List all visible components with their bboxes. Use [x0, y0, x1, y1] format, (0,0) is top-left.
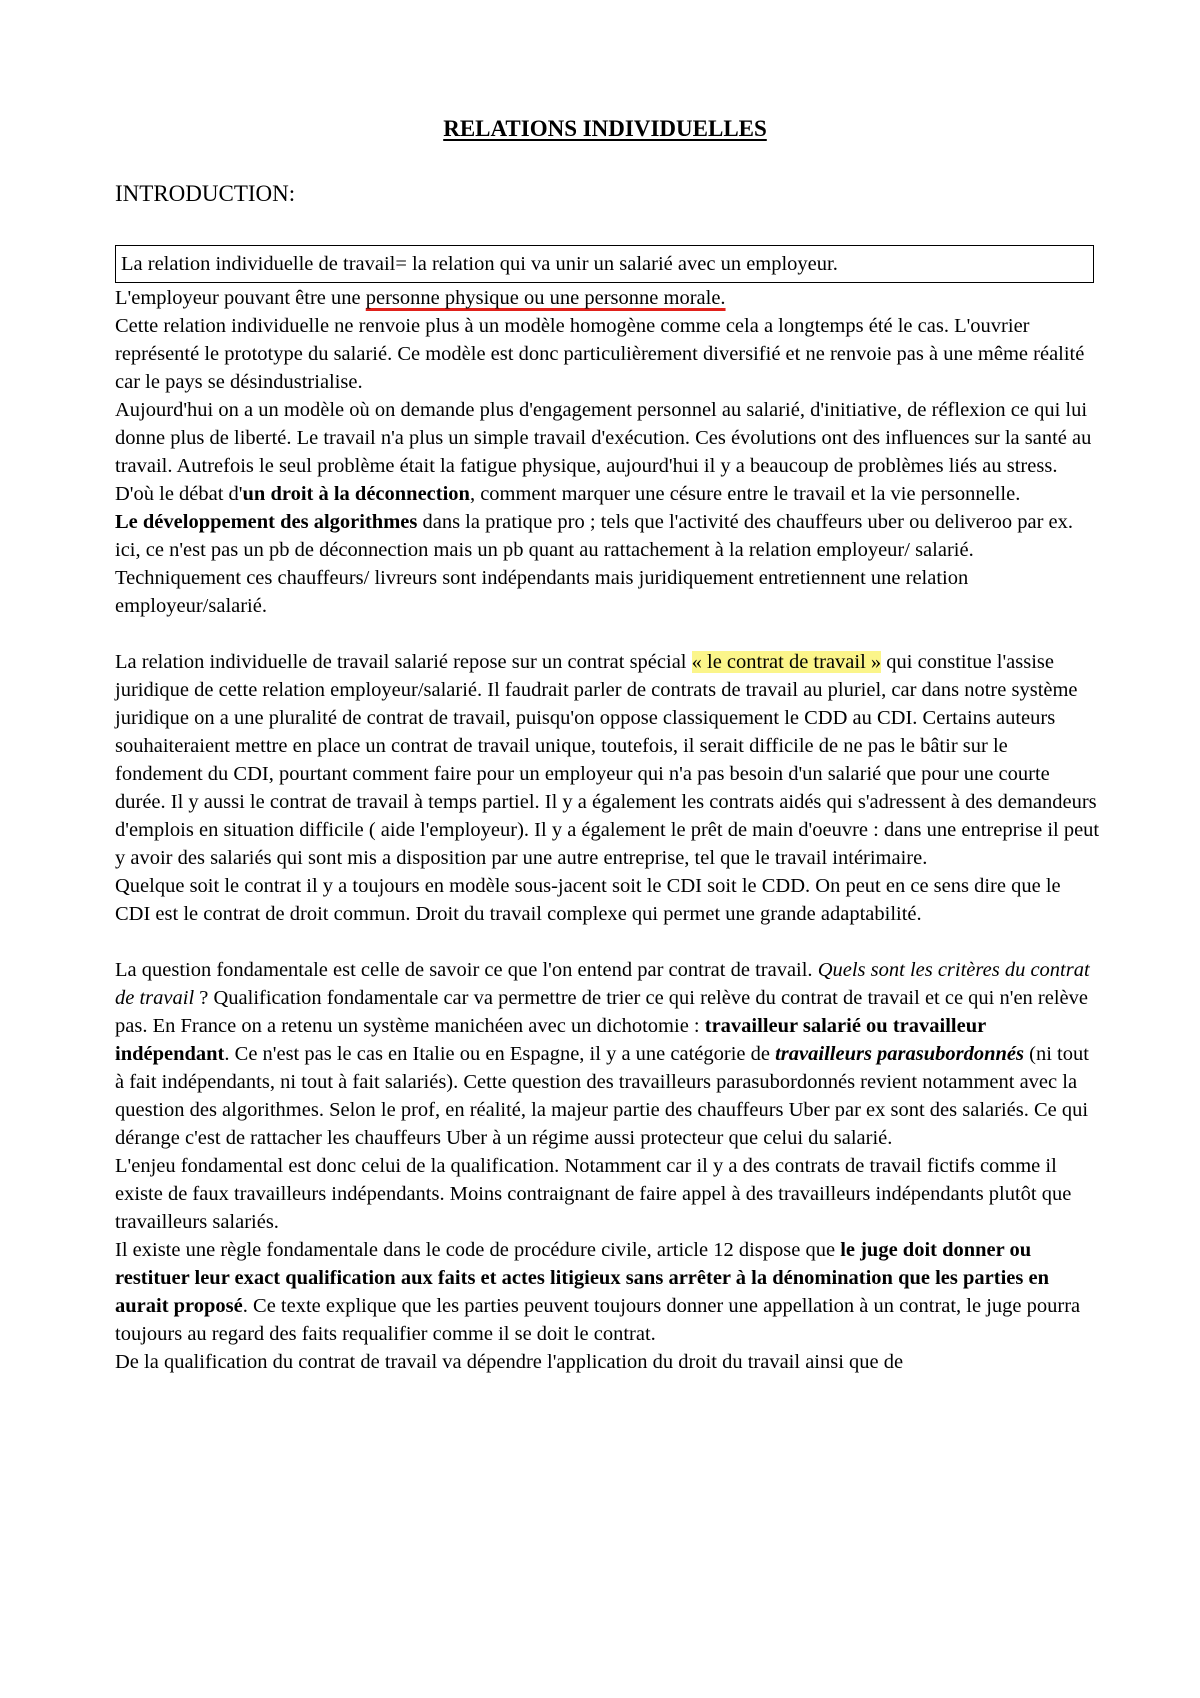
text-run: . Ce texte explique que les parties peuvent toujours donner une appellation à un contrat, le juge pourra toujours au regard des faits requalifier comme il se doit le contrat.: [115, 1295, 1081, 1345]
paragraph: [115, 956, 1100, 1152]
text-run: La question fondamentale est celle de savoir ce que l'on entend par contrat de travail.: [115, 959, 818, 981]
text-run: ? Qualification fondamentale car va permettre de trier ce qui relève du contrat de travail et ce qui n'en relève pas. En France on a retenu un système manichéen avec un dichotomie :: [115, 987, 1088, 1037]
text-run: L'employeur pouvant être une: [115, 287, 366, 309]
text-run: Il existe une règle fondamentale dans le code de procédure civile, article 12 dispose que: [115, 1239, 841, 1261]
paragraph: [115, 508, 1100, 620]
section-heading-introduction: INTRODUCTION:: [115, 181, 296, 206]
paragraph: Quelque soit le contrat il y a toujours en modèle sous-jacent soit le CDI soit le CDD. On peut en ce sens dire que le CDI est le contrat de droit commun. Droit du travail complexe qui permet une grande adaptabilité.: [115, 875, 1061, 925]
bold-italic-phrase: travailleurs parasubordonnés: [775, 1043, 1025, 1065]
paragraph: L'enjeu fondamental est donc celui de la qualification. Notamment car il y a des contrats de travail fictifs comme il existe de faux travailleurs indépendants. Moins contraignant de faire appel à des travailleurs indépendants plutôt que travailleurs salariés.: [115, 1155, 1072, 1233]
bold-phrase: Le développement des algorithmes: [115, 511, 418, 533]
paragraph: [115, 284, 1100, 312]
paragraph: [115, 396, 1100, 508]
text-run: (ni tout à fait indépendants, ni tout à fait salariés). Cette question des travailleurs parasubordonnés revient notamment avec la question des algorithmes. Selon le prof, en réalité, la majeur partie des chauffeurs Uber par ex sont des salariés. Ce qui dérange c'est de rattacher les chauffeurs Uber à un régime aussi protecteur que celui du salarié.: [115, 1043, 1089, 1149]
highlighted-phrase: « le contrat de travail »: [691, 651, 882, 673]
text-run: qui constitue l'assise juridique de cette relation employeur/salarié. Il faudrait parler de contrats de travail au pluriel, car dans notre système juridique on a une pluralité de contrat de travail, puisqu'on oppose classiquement le CDD au CDI. Certains auteurs souhaiteraient mettre en place un contrat de travail unique, toutefois, il serait difficile de ne pas le bâtir sur le fondement du CDI, pourtant comment faire pour un employeur qui n'a pas besoin d'un salarié que pour une courte durée. Il y aussi le contrat de travail à temps partiel. Il y a également les contrats aidés qui s'adressent à des demandeurs d'emplois en situation difficile ( aide l'employeur). Il y a également le prêt de main d'oeuvre : dans une entreprise il peut y avoir des salariés qui sont mis a disposition par une autre entreprise, tel que le travail intérimaire.: [115, 651, 1100, 869]
paragraph: [115, 648, 1100, 872]
text-run: La relation individuelle de travail salarié repose sur un contrat spécial: [115, 651, 692, 673]
definition-box: La relation individuelle de travail= la relation qui va unir un salarié avec un employeur.: [115, 245, 1094, 283]
underlined-phrase: personne physique ou une personne morale.: [365, 287, 726, 309]
bold-phrase: le juge doit donner ou restituer leur exact qualification aux faits et actes litigieux sans arrêter à la dénomination que les parties en aurait proposé: [115, 1239, 1049, 1317]
text-run: . Ce n'est pas le cas en Italie ou en Espagne, il y a une catégorie de: [224, 1043, 776, 1065]
page-title: RELATIONS INDIVIDUELLES: [443, 116, 767, 141]
text-run: Aujourd'hui on a un modèle où on demande plus d'engagement personnel au salarié, d'initiative, de réflexion ce qui lui donne plus de liberté. Le travail n'a plus un simple travail d'exécution. Ces évolutions ont des influences sur la santé au travail. Autrefois le seul problème était la fatigue physique, aujourd'hui il y a beaucoup de problèmes liés au stress. D'où le débat d': [115, 399, 1092, 505]
text-run: , comment marquer une césure entre le travail et la vie personnelle.: [469, 483, 1021, 505]
paragraph: [115, 1236, 1100, 1348]
bold-phrase: travailleur salarié ou travailleur indépendant: [115, 1015, 986, 1065]
text-run: dans la pratique pro ; tels que l'activité des chauffeurs uber ou deliveroo par ex. ici, ce n'est pas un pb de déconnection mais un pb quant au rattachement à la relation employeur/ salarié. Techniquement ces chauffeurs/ livreurs sont indépendants mais juridiquement entretiennent une relation employeur/salarié.: [115, 511, 1074, 617]
paragraph: Cette relation individuelle ne renvoie plus à un modèle homogène comme cela a longtemps été le cas. L'ouvrier représenté le prototype du salarié. Ce modèle est donc particulièrement diversifié et ne renvoie pas à une même réalité car le pays se désindustrialise.: [115, 315, 1085, 393]
bold-phrase: un droit à la déconnection: [242, 483, 470, 505]
body-text: [115, 284, 1100, 1376]
paragraph: De la qualification du contrat de travail va dépendre l'application du droit du travail ainsi que de: [115, 1351, 904, 1373]
italic-phrase: Quels sont les critères du contrat de travail: [115, 959, 1090, 1009]
